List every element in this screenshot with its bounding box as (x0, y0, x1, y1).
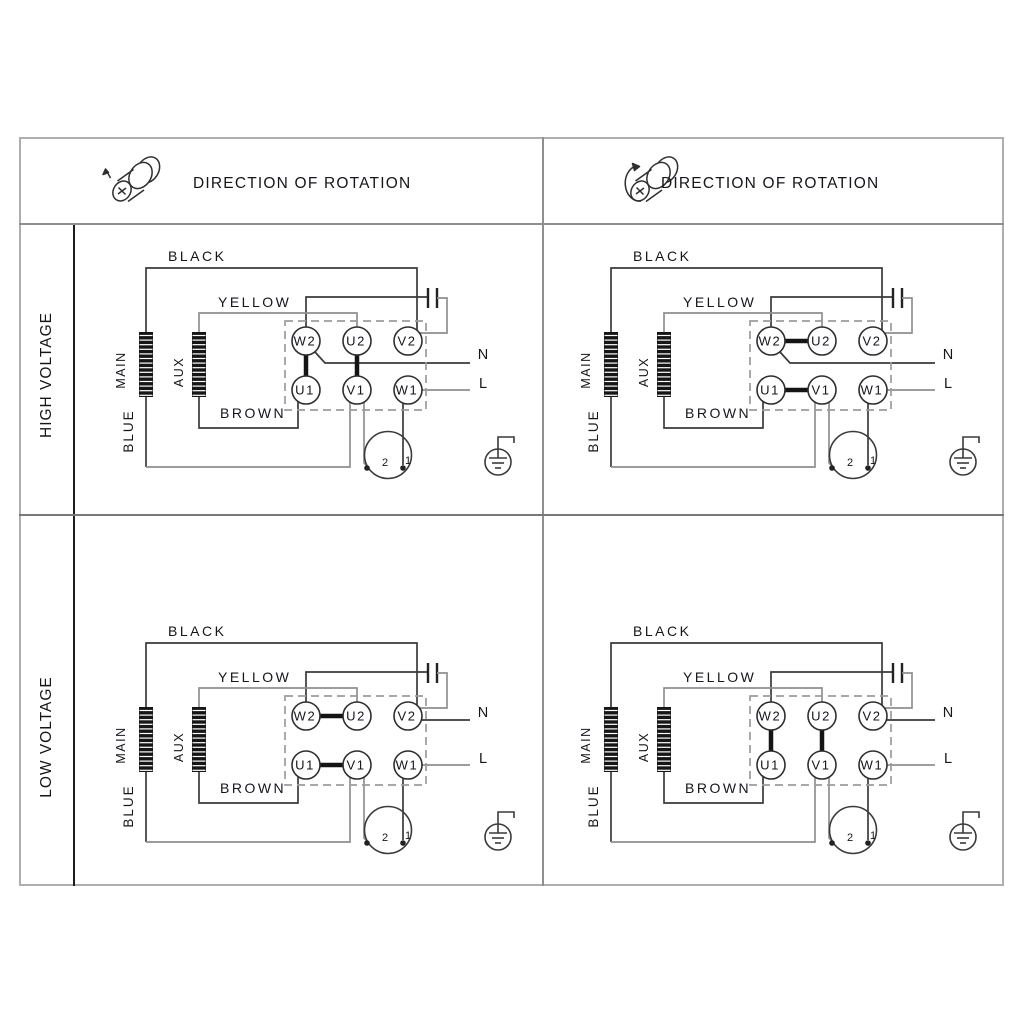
main-winding-coil (139, 707, 153, 772)
terminal-label-w1: W1 (860, 757, 884, 773)
row-label-low-voltage: LOW VOLTAGE (38, 676, 55, 798)
wire-yellow (664, 313, 822, 332)
label-neutral-n: N (477, 705, 489, 721)
terminal-label-v1: V1 (811, 382, 831, 398)
terminal-label-u1: U1 (295, 757, 315, 773)
label-blue: BLUE (121, 784, 136, 828)
label-live-l: L (943, 376, 953, 392)
label-black: BLACK (168, 623, 227, 639)
terminal-label-u1: U1 (760, 382, 780, 398)
label-blue: BLUE (121, 409, 136, 453)
plug-pin-2-dot (364, 840, 370, 846)
ground-wire (963, 437, 979, 458)
label-neutral-n: N (942, 705, 954, 721)
plug-pin-1-label: 1 (869, 830, 877, 842)
terminal-label-u2: U2 (346, 708, 366, 724)
wire-capacitor-to-v2 (885, 673, 912, 708)
label-brown: BROWN (220, 405, 287, 421)
label-live-l: L (478, 376, 488, 392)
wire-yellow (199, 688, 357, 707)
wire-capacitor-to-v2 (420, 298, 447, 333)
main-winding-coil (604, 707, 618, 772)
label-brown: BROWN (685, 405, 752, 421)
terminal-label-u1: U1 (760, 757, 780, 773)
header-title-right: DIRECTION OF ROTATION (661, 175, 880, 192)
label-main: MAIN (114, 351, 128, 389)
wire-yellow (664, 688, 822, 707)
label-aux: AUX (172, 356, 186, 388)
label-live-l: L (478, 751, 488, 767)
label-aux: AUX (637, 731, 651, 763)
label-yellow: YELLOW (683, 294, 757, 310)
label-aux: AUX (172, 731, 186, 763)
label-black: BLACK (633, 623, 692, 639)
label-neutral-n: N (942, 347, 954, 363)
table-center-divider (542, 137, 544, 886)
plug-pin-2-dot (829, 840, 835, 846)
wire-neutral-n (315, 352, 470, 363)
aux-winding-coil (657, 707, 671, 772)
panel-low-voltage-rotation-left (90, 617, 530, 867)
terminal-label-w2: W2 (758, 708, 782, 724)
plug-pin-2-label: 2 (381, 832, 389, 844)
wire-w2-to-capacitor (771, 672, 893, 702)
ground-wire (963, 812, 979, 833)
aux-winding-coil (192, 332, 206, 397)
label-neutral-n: N (477, 347, 489, 363)
label-blue: BLUE (586, 409, 601, 453)
label-brown: BROWN (685, 780, 752, 796)
wire-w2-to-capacitor (306, 672, 428, 702)
header-row-divider (19, 223, 1004, 225)
ground-wire (498, 437, 514, 458)
main-winding-coil (604, 332, 618, 397)
terminal-label-v1: V1 (346, 382, 366, 398)
terminal-label-v2: V2 (862, 333, 882, 349)
wire-yellow (199, 313, 357, 332)
plug-pin-2-dot (829, 465, 835, 471)
wire-neutral-n (780, 352, 935, 363)
terminal-label-w2: W2 (293, 708, 317, 724)
label-yellow: YELLOW (218, 669, 292, 685)
wire-w2-to-capacitor (771, 297, 893, 327)
panel-low-voltage-rotation-right (555, 617, 995, 867)
label-main: MAIN (579, 726, 593, 764)
plug-pin-1-label: 1 (869, 455, 877, 467)
voltage-row-divider (19, 514, 1004, 516)
terminal-label-w1: W1 (395, 757, 419, 773)
terminal-label-w1: W1 (395, 382, 419, 398)
label-black: BLACK (633, 248, 692, 264)
wire-capacitor-to-v2 (420, 673, 447, 708)
terminal-label-w2: W2 (293, 333, 317, 349)
terminal-label-v2: V2 (397, 333, 417, 349)
terminal-label-w2: W2 (758, 333, 782, 349)
terminal-label-v2: V2 (397, 708, 417, 724)
plug-pin-2-label: 2 (381, 457, 389, 469)
terminal-label-v2: V2 (862, 708, 882, 724)
rotation-arrowhead (633, 164, 640, 171)
terminal-label-v1: V1 (811, 757, 831, 773)
panel-high-voltage-rotation-left (90, 242, 530, 492)
label-live-l: L (943, 751, 953, 767)
header-title-left: DIRECTION OF ROTATION (193, 175, 412, 192)
aux-winding-coil (657, 332, 671, 397)
label-aux: AUX (637, 356, 651, 388)
label-black: BLACK (168, 248, 227, 264)
plug-pin-2-label: 2 (846, 457, 854, 469)
panel-high-voltage-rotation-right (555, 242, 995, 492)
terminal-label-u2: U2 (811, 333, 831, 349)
terminal-label-u1: U1 (295, 382, 315, 398)
plug-pin-1-label: 1 (404, 830, 412, 842)
row-label-high-voltage: HIGH VOLTAGE (38, 312, 55, 438)
wire-w2-to-capacitor (306, 297, 428, 327)
label-yellow: YELLOW (683, 669, 757, 685)
terminal-label-w1: W1 (860, 382, 884, 398)
terminal-label-u2: U2 (811, 708, 831, 724)
plug-pin-2-dot (364, 465, 370, 471)
label-main: MAIN (114, 726, 128, 764)
label-brown: BROWN (220, 780, 287, 796)
plug-pin-1-label: 1 (404, 455, 412, 467)
label-yellow: YELLOW (218, 294, 292, 310)
label-main: MAIN (579, 351, 593, 389)
motor-shaft-rotation-arrow-icon (92, 149, 172, 211)
terminal-label-u2: U2 (346, 333, 366, 349)
main-winding-coil (139, 332, 153, 397)
label-blue: BLUE (586, 784, 601, 828)
terminal-label-v1: V1 (346, 757, 366, 773)
voltage-column-divider (73, 223, 75, 886)
ground-wire (498, 812, 514, 833)
plug-pin-2-label: 2 (846, 832, 854, 844)
wire-capacitor-to-v2 (885, 298, 912, 333)
aux-winding-coil (192, 707, 206, 772)
